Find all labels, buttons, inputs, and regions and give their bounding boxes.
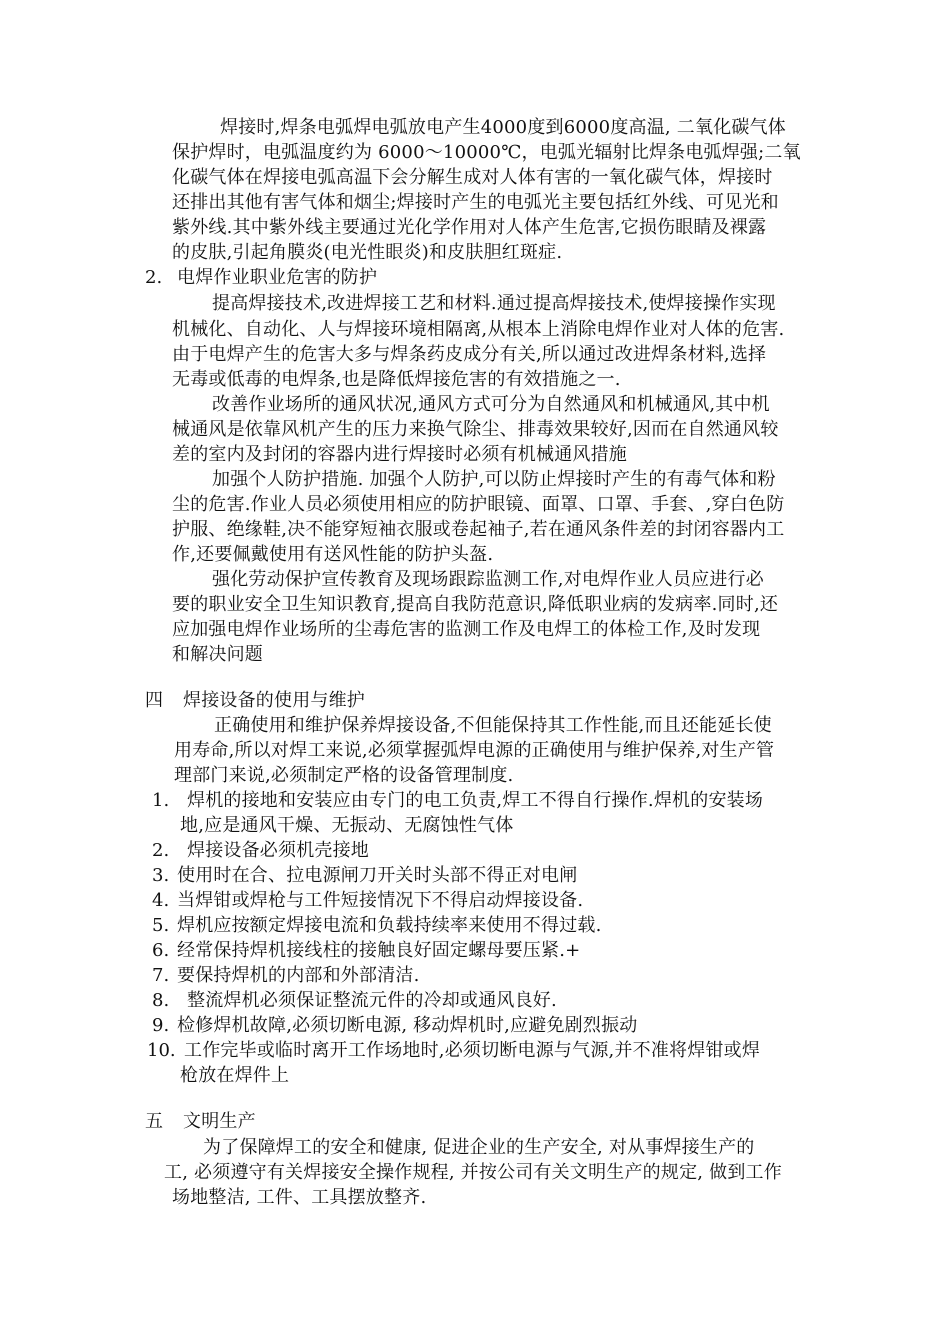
list-number: 10. bbox=[147, 1040, 176, 1061]
list-number: 9. bbox=[152, 1015, 170, 1036]
text-line: 尘的危害.作业人员必须使用相应的防护眼镜、面罩、口罩、手套、,穿白色防 bbox=[172, 494, 785, 515]
list-number: 6. bbox=[152, 940, 170, 961]
text-line: 保护焊时，电弧温度约为 6000～10000℃，电弧光辐射比焊条电弧焊强;二氧 bbox=[172, 142, 801, 163]
text-line: 紫外线.其中紫外线主要通过光化学作用对人体产生危害,它损伤眼睛及裸露 bbox=[172, 217, 767, 238]
text-line: 差的室内及封闭的容器内进行焊接时必须有机械通风措施 bbox=[172, 444, 627, 465]
text-line: 枪放在焊件上 bbox=[180, 1065, 290, 1086]
text-line: 化碳气体在焊接电弧高温下会分解生成对人体有害的一氧化碳气体，焊接时 bbox=[172, 167, 773, 188]
text-line: 整流焊机必须保证整流元件的冷却或通风良好. bbox=[187, 990, 557, 1011]
text-line: 机械化、自动化、人与焊接环境相隔离,从根本上消除电焊作业对人体的危害. bbox=[172, 319, 785, 340]
text-line: 工, 必须遵守有关焊接安全操作规程, 并按公司有关文明生产的规定, 做到工作 bbox=[164, 1162, 782, 1183]
list-number: 1. bbox=[152, 790, 170, 811]
text-line: 作,还要佩戴使用有送风性能的防护头盔. bbox=[172, 544, 494, 565]
section-number: 四 bbox=[145, 690, 163, 711]
text-line: 和解决问题 bbox=[172, 644, 263, 665]
text-line: 无毒或低毒的电焊条,也是降低焊接危害的有效措施之一. bbox=[172, 369, 621, 390]
text-line: 焊机应按额定焊接电流和负载持续率来使用不得过载. bbox=[177, 915, 602, 936]
text-line: 强化劳动保护宣传教育及现场跟踪监测工作,对电焊作业人员应进行必 bbox=[212, 569, 764, 590]
text-line: 改善作业场所的通风状况,通风方式可分为自然通风和机械通风,其中机 bbox=[212, 394, 770, 415]
list-number: 3. bbox=[152, 865, 170, 886]
text-line: 提高焊接技术,改进焊接工艺和材料.通过提高焊接技术,使焊接操作实现 bbox=[212, 293, 776, 314]
text-line: 还排出其他有害气体和烟尘;焊接时产生的电弧光主要包括红外线、可见光和 bbox=[172, 192, 779, 213]
text-line: 的皮肤,引起角膜炎(电光性眼炎)和皮肤胆红斑症. bbox=[172, 242, 563, 263]
text-line: 正确使用和维护保养焊接设备,不但能保持其工作性能,而且还能延长使 bbox=[214, 715, 772, 736]
list-number: 8. bbox=[152, 990, 170, 1011]
text-line: 检修焊机故障,必须切断电源, 移动焊机时,应避免剧烈振动 bbox=[177, 1015, 638, 1036]
text-line: 加强个人防护措施. 加强个人防护,可以防止焊接时产生的有毒气体和粉 bbox=[212, 469, 776, 490]
text-line: 应加强电焊作业场所的尘毒危害的监测工作及电焊工的体检工作,及时发现 bbox=[172, 619, 761, 640]
text-line: 工作完毕或临时离开工作场地时,必须切断电源与气源,并不准将焊钳或焊 bbox=[184, 1040, 761, 1061]
section-heading: 电焊作业职业危害的防护 bbox=[177, 267, 378, 288]
text-line: 要的职业安全卫生知识教育,提高自我防范意识,降低职业病的发病率.同时,还 bbox=[172, 594, 779, 615]
section-heading: 文明生产 bbox=[183, 1111, 256, 1132]
text-line: 用寿命,所以对焊工来说,必须掌握弧焊电源的正确使用与维护保养,对生产管 bbox=[174, 740, 775, 761]
text-line: 场地整洁, 工件、工具摆放整齐. bbox=[172, 1187, 427, 1208]
text-line: 使用时在合、拉电源闸刀开关时头部不得正对电闸 bbox=[177, 865, 578, 886]
text-line: 焊机的接地和安装应由专门的电工负责,焊工不得自行操作.焊机的安装场 bbox=[187, 790, 764, 811]
text-line: 焊接时,焊条电弧焊电弧放电产生4000度到6000度高温, 二氧化碳气体 bbox=[220, 117, 786, 138]
section-heading: 焊接设备的使用与维护 bbox=[183, 690, 365, 711]
section-number: 五 bbox=[145, 1111, 163, 1132]
list-number: 2. bbox=[152, 840, 170, 861]
text-line: 地,应是通风干燥、无振动、无腐蚀性气体 bbox=[180, 815, 514, 836]
list-number: 7. bbox=[152, 965, 170, 986]
text-line: 当焊钳或焊枪与工件短接情况下不得启动焊接设备. bbox=[177, 890, 584, 911]
text-line: 为了保障焊工的安全和健康, 促进企业的生产安全, 对从事焊接生产的 bbox=[203, 1137, 755, 1158]
text-line: 由于电焊产生的危害大多与焊条药皮成分有关,所以通过改进焊条材料,选择 bbox=[172, 344, 767, 365]
text-line: 要保持焊机的内部和外部清洁. bbox=[177, 965, 420, 986]
text-line: 护服、绝缘鞋,决不能穿短袖衣服或卷起袖子,若在通风条件差的封闭容器内工 bbox=[172, 519, 785, 540]
item-number: 2. bbox=[145, 267, 163, 288]
list-number: 4. bbox=[152, 890, 170, 911]
text-line: 经常保持焊机接线柱的接触良好固定螺母要压紧.+ bbox=[177, 940, 581, 961]
text-line: 理部门来说,必须制定严格的设备管理制度. bbox=[174, 765, 514, 786]
list-number: 5. bbox=[152, 915, 170, 936]
text-line: 焊接设备必须机壳接地 bbox=[187, 840, 369, 861]
text-line: 械通风是依靠风机产生的压力来换气除尘、排毒效果较好,因而在自然通风较 bbox=[172, 419, 779, 440]
